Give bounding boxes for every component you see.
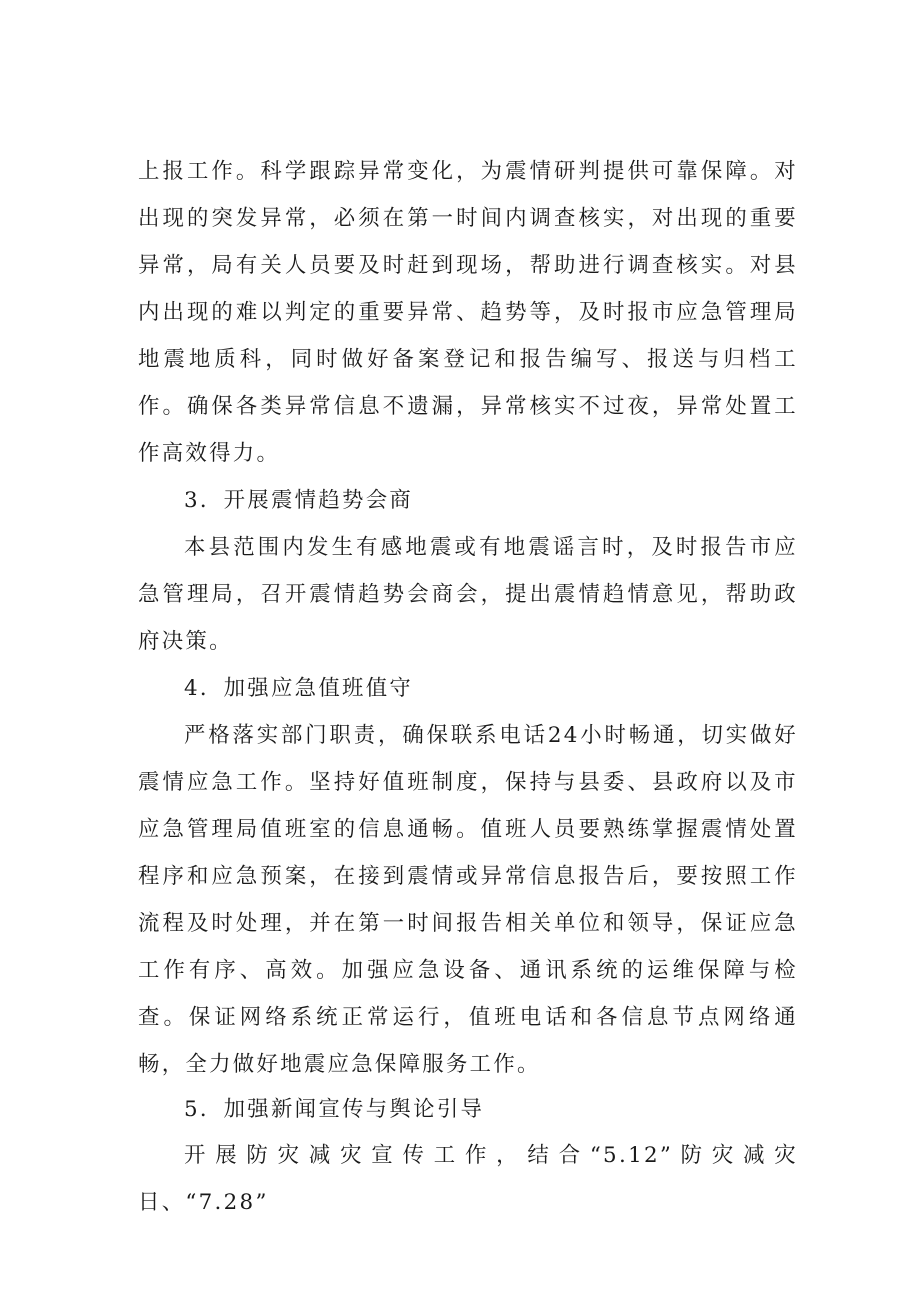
heading-news-publicity: 5．加强新闻宣传与舆论引导	[184, 1097, 485, 1122]
heading-emergency-duty: 4．加强应急值班值守	[184, 676, 414, 701]
heading-seismic-trend-consultation: 3．开展震情趋势会商	[184, 488, 414, 513]
paragraph-emergency-duty: 严格落实部门职责，确保联系电话24小时畅通，切实做好震情应急工作。坚持好值班制度，保持与县委、县政府以及市应急管理局值班室的信息通畅。值班人员要熟练掌握震情处置程序和应急预案，在接到震情或异常信息报告后，要按照工作流程及时处理，并在第一时间报告相关单位和领导，保证应急工作有序、高效。加强应急设备、通讯系统的运维保障与检查。保证网络系统正常运行，值班电话和各信息节点网络通畅，全力做好地震应急保障服务工作。	[138, 723, 798, 1077]
paragraph-seismic-trend-consultation: 本县范围内发生有感地震或有地震谣言时，及时报告市应急管理局，召开震情趋势会商会，提出震情趋情意见，帮助政府决策。	[138, 535, 798, 654]
paragraph-news-publicity: 开展防灾减灾宣传工作，结合“5.12”防灾减灾日、“7.28”	[138, 1143, 798, 1215]
document-body	[138, 148, 798, 1226]
paragraph-anomaly-reporting: 上报工作。科学跟踪异常变化，为震情研判提供可靠保障。对出现的突发异常，必须在第一时间内调查核实，对出现的重要异常，局有关人员要及时赶到现场，帮助进行调查核实。对县内出现的难以判定的重要异常、趋势等，及时报市应急管理局地震地质科，同时做好备案登记和报告编写、报送与归档工作。确保各类异常信息不遗漏，异常核实不过夜，异常处置工作高效得力。	[138, 159, 798, 466]
